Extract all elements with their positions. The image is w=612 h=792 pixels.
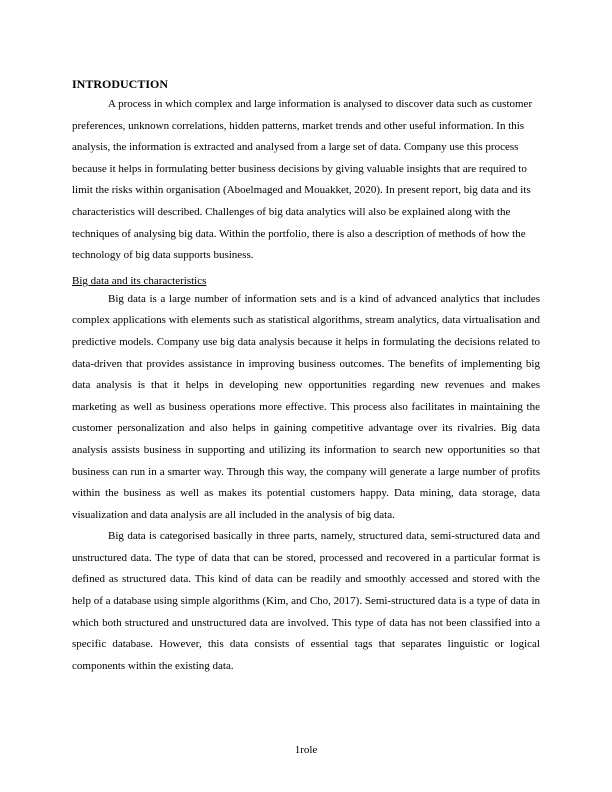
section-paragraph-2: Big data is categorised basically in three parts, namely, structured data, semi-structured data and unstructured data. The type of data that can be stored, processed and recovered in a particular format is defined as structured data. This kind of data can be readily and smoothly accessed and stored with the help of a database using simple algorithms (Kim, and Cho, 2017). Semi-structured data is a type of data in which both structured and unstructured data are involved. This type of data has not been classified into a specific database. However, this data consists of essential tags that separates linguistic or logical components within the existing data. [72,530,540,672]
section-title: Big data and its characteristics [72,274,207,287]
section-paragraph-1: Big data is a large number of information sets and is a kind of advanced analytics that includes complex applications with elements such as statistical algorithms, stream analytics, data virtualisation and predictive models. Company use big data analysis because it helps in formulating the decisions related to data-driven that provides assistance in improving business outcomes. The benefits of implementing big data analysis is that it helps in developing new opportunities regarding new revenues and makes marketing as well as business operations more effective. This process also facilitates in maintaining the customer personalization and also helps in gaining competitive advantage over its rivalries. Big data analysis assists business in supporting and utilizing its information to search new opportunities so that business can run in a smarter way. Through this way, the company will generate a large number of profits within the business as well as makes its potential customers happy. Data mining, data storage, data visualization and data analysis are all included in the analysis of big data. [72,292,540,521]
page-footer: 1role [294,744,318,756]
introduction-paragraph: A process in which complex and large information is analysed to discover data such as customer preferences, unknown correlations, hidden patterns, market trends and other useful information. In this analysis, the information is extracted and analysed from a large set of data. Company use this process because it helps in formulating better business decisions by giving valuable insights that are required to limit the risks within organisation (Aboelmaged and Mouakket, 2020). In present report, big data and its characteristics will described. Challenges of big data analytics will also be explained along with the techniques of analysing big data. Within the portfolio, there is also a description of methods of how the technology of big data supports business. [72,98,533,262]
introduction-heading: INTRODUCTION [72,77,169,91]
document-body [72,76,540,677]
